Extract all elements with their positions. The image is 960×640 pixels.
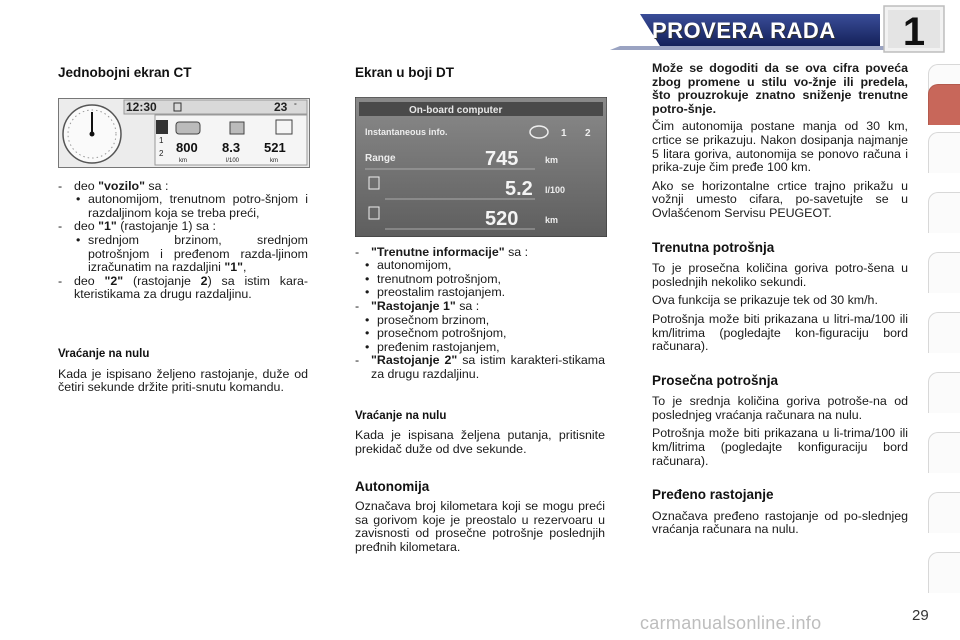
section-heading: Prosečna potrošnja xyxy=(652,372,779,388)
car-tab-icon xyxy=(156,120,168,134)
list-subitem: • preostalim rastojanjem. xyxy=(365,285,506,300)
chapter-number: 1 xyxy=(902,9,926,54)
instant-text: Potrošnja može biti prikazana u litri-ma/100 ili km/litrima (pogledajte kon-figuraciju bord računara). xyxy=(652,311,908,354)
svg-text:Instantaneous info.: Instantaneous info. xyxy=(365,126,448,137)
section-heading: Ekran u boji DT xyxy=(355,65,455,80)
list-item: - "Rastojanje 2" sa istim karakteri-stikama za drugu razdaljinu. xyxy=(355,353,605,381)
watermark: carmanualsonline.info xyxy=(640,613,822,633)
trip-pages-list xyxy=(58,180,308,302)
display-value-3: 521 xyxy=(264,139,286,155)
column-color xyxy=(355,60,605,559)
chapter-tab[interactable] xyxy=(928,132,960,173)
reset-text: Kada je ispisano željeno rastojanje, duže od četiri sekunde držite priti-snutu komandu. xyxy=(58,366,308,395)
column-explanations xyxy=(652,62,908,542)
svg-text:l/100: l/100 xyxy=(545,184,566,195)
svg-text:°: ° xyxy=(294,102,297,110)
svg-text:2: 2 xyxy=(159,148,164,158)
list-subitem: • trenutnom potrošnjom, xyxy=(365,271,501,286)
svg-text:km: km xyxy=(545,154,559,165)
list-item: - "Trenutne informacije" sa : xyxy=(355,244,529,259)
distance-value: 520 xyxy=(485,207,519,230)
distance-text: Označava pređeno rastojanje od po-slednjeg vraćanja računara na nulu. xyxy=(652,508,908,537)
list-subitem: • prosečnom brzinom, xyxy=(365,312,490,327)
range-value: 745 xyxy=(485,147,519,170)
svg-text:1: 1 xyxy=(561,127,567,139)
autonomy-text: Označava broj kilometara koji se mogu preći sa gorivom koje je preostalo u rezervoaru u zavisnosti od prosečne potrošnje poslednjih pređnih kilometara. xyxy=(355,498,605,554)
color-display-figure xyxy=(355,97,607,237)
svg-text:l/100: l/100 xyxy=(226,157,240,164)
list-item: - deo "vozilo" sa : xyxy=(58,178,169,193)
display-value-2: 8.3 xyxy=(222,139,241,155)
reset-text: Kada je ispisana željena putanja, pritisnite prekidač duže od dve sekunde. xyxy=(355,428,605,456)
svg-text:2: 2 xyxy=(585,127,591,139)
instant-text: Ova funkcija se prikazuje tek od 30 km/h. xyxy=(652,293,878,308)
list-subitem: • prosečnom potrošnjom, xyxy=(365,326,507,341)
list-item: - deo "2" (rastojanje 2) sa istim kara-kteristikama za drugu razdaljinu. xyxy=(58,273,308,302)
chapter-tab[interactable] xyxy=(928,192,960,233)
average-text: Potrošnja može biti prikazana u li-trima/100 ili km/litrima (pogledajte konfiguraciju bord računara). xyxy=(652,426,908,468)
display-temp: 23 xyxy=(274,99,288,114)
section-heading: Jednobojni ekran CT xyxy=(58,65,192,80)
intro-text: Čim autonomija postane manja od 30 km, crtice se prikazuju. Nakon dosipanja najmanje 5 litara goriva, autonomija se ponovo računa i prika-zuje čim pređe 100 km. xyxy=(652,119,908,175)
display-value-1: 800 xyxy=(176,139,198,155)
list-item: - deo "1" (rastojanje 1) sa : xyxy=(58,219,216,234)
section-heading: Autonomija xyxy=(355,479,430,495)
page-title: PROVERA RADA xyxy=(652,18,836,43)
display-title: On-board computer xyxy=(409,104,503,116)
reset-heading: Vraćanje na nulu xyxy=(58,347,150,360)
list-subitem: • srednjom brzinom, srednjom potrošnjom i pređenom razda-ljinom izračunatim na razdaljini "1", xyxy=(76,232,308,275)
intro-text: Ako se horizontalne crtice trajno prikažu u vožnji umesto cifara, po-savetujte se u Ovlašćenom Servisu PEUGEOT. xyxy=(652,178,908,220)
column-monochrome xyxy=(58,60,308,400)
svg-text:km: km xyxy=(545,214,559,225)
monochrome-display-figure xyxy=(58,98,310,168)
range-car-icon xyxy=(176,122,200,134)
intro-bold-text: Može se dogoditi da se ova cifra poveća zbog promene u stilu vo-žnje ili predela, što prouzrokuje znatno sniženje trenutne potro-šnje. xyxy=(652,61,908,116)
chapter-tab[interactable] xyxy=(928,492,960,533)
chapter-tabs xyxy=(928,64,960,584)
list-subitem: • autonomijom, trenutnom potro-šnjom i razdaljinom koja se treba preći, xyxy=(76,192,308,220)
section-heading: Pređeno rastojanje xyxy=(652,487,774,503)
section-heading: Trenutna potrošnja xyxy=(652,239,775,255)
chapter-tab[interactable] xyxy=(928,552,960,593)
chapter-tab-active[interactable] xyxy=(928,84,960,125)
average-text: To je srednja količina goriva potroše-na od poslednjeg vraćanja računara na nulu. xyxy=(652,394,908,422)
pump-icon xyxy=(230,122,244,134)
svg-text:1: 1 xyxy=(159,135,164,145)
list-subitem: • pređenim rastojanjem, xyxy=(365,339,500,354)
instant-text: To je prosečna količina goriva potro-šena u poslednjih nekoliko sekundi. xyxy=(652,261,908,289)
color-pages-list xyxy=(355,246,605,382)
chapter-tab[interactable] xyxy=(928,432,960,473)
reset-heading: Vraćanje na nulu xyxy=(355,409,447,422)
svg-text:km: km xyxy=(270,157,278,164)
svg-text:km: km xyxy=(179,157,187,164)
consumption-value: 5.2 xyxy=(505,177,533,200)
display-time: 12:30 xyxy=(126,99,157,114)
chapter-tab[interactable] xyxy=(928,372,960,413)
page-number: 29 xyxy=(912,607,929,624)
list-subitem: • autonomijom, xyxy=(365,258,452,273)
chapter-tab[interactable] xyxy=(928,312,960,353)
chapter-tab[interactable] xyxy=(928,252,960,293)
svg-text:Range: Range xyxy=(365,152,396,164)
list-item: - "Rastojanje 1" sa : xyxy=(355,298,480,313)
